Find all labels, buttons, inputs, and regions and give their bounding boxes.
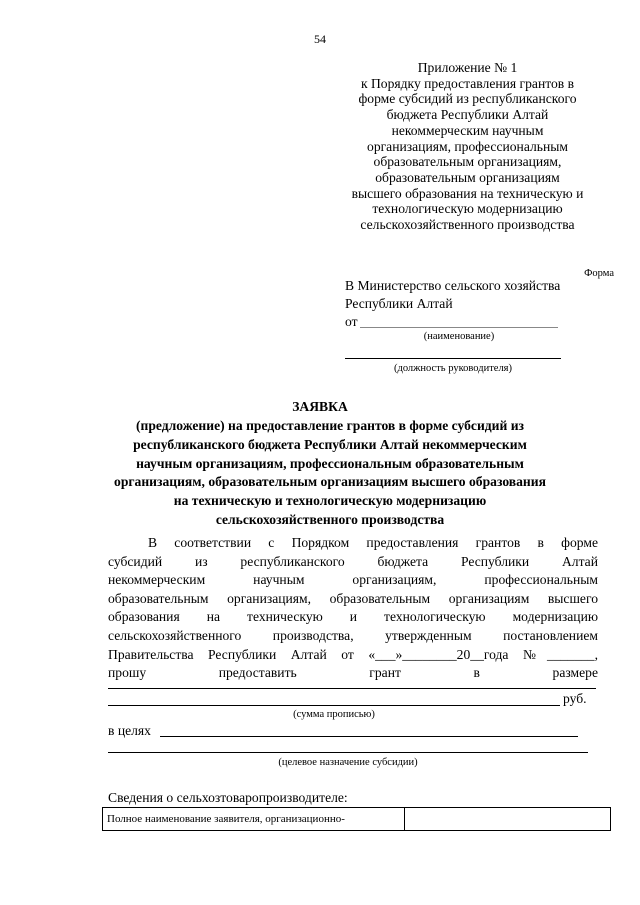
paragraph-line: некоммерческим научным организациям, профессиональным xyxy=(108,572,598,588)
appendix-line: сельскохозяйственного производства xyxy=(360,217,575,233)
appendix-line: образовательным организациям, xyxy=(373,154,562,170)
subtitle-line: сельскохозяйственного производства xyxy=(215,511,445,527)
subtitle-line: организациям, образовательным организациям высшего образования xyxy=(114,474,546,490)
appendix-line: технологическую модернизацию xyxy=(372,201,563,217)
document-subtitle xyxy=(80,417,580,530)
amount-field-line-1[interactable] xyxy=(108,688,596,689)
appendix-line: образовательным организациям xyxy=(375,169,560,185)
document-title: ЗАЯВКА xyxy=(292,399,348,414)
form-label: Форма xyxy=(584,268,614,279)
amount-caption: (сумма прописью) xyxy=(293,709,375,720)
subtitle-line: республиканского бюджета Республики Алтай некоммерческим xyxy=(133,436,527,452)
head-position-field[interactable] xyxy=(345,358,561,359)
appendix-line: организациям, профессиональным xyxy=(367,138,568,154)
appendix-line: бюджета Республики Алтай xyxy=(386,107,549,123)
name-caption: (наименование) xyxy=(423,331,495,342)
paragraph-line: субсидий из республиканского бюджета Республики Алтай xyxy=(108,553,598,569)
purpose-field-line-2[interactable] xyxy=(108,752,588,753)
appendix-block xyxy=(325,60,610,233)
subtitle-line: на техническую и технологическую модернизацию xyxy=(173,493,487,509)
appendix-line: форме субсидий из республиканского xyxy=(358,91,577,107)
row-label: Полное наименование заявителя, организационно- xyxy=(103,808,405,831)
appendix-line: высшего образования на техническую и xyxy=(351,185,584,201)
position-caption: (должность руководителя) xyxy=(393,363,513,374)
amount-field-line-2[interactable] xyxy=(108,705,560,706)
purpose-field-line-1[interactable] xyxy=(160,736,578,737)
addressee-line-1: В Министерство сельского хозяйства xyxy=(345,278,561,293)
purpose-label: в целях xyxy=(108,723,151,738)
paragraph-line: образовательным организациям, образовательным организациям высшего xyxy=(108,590,598,606)
row-value-cell[interactable] xyxy=(405,808,611,831)
subtitle-line: научным организациям, профессиональным образовательным xyxy=(136,455,524,471)
subtitle-line: (предложение) на предоставление грантов в форме субсидий из xyxy=(135,418,525,433)
paragraph-line: образования на техническую и технологическую модернизацию xyxy=(108,609,598,625)
table-row xyxy=(103,808,611,831)
paragraph-line: В соответствии с Порядком предоставления грантов в форме xyxy=(148,535,598,550)
currency-label: руб. xyxy=(563,691,587,706)
page-number: 54 xyxy=(314,32,326,46)
addressee-line-2: Республики Алтай xyxy=(345,296,453,311)
paragraph-line: Правительства Республики Алтай от «___»________20__года №_______, xyxy=(108,646,598,662)
paragraph-line: прошу предоставить грант в размере xyxy=(108,665,598,681)
paragraph-line: сельскохозяйственного производства, утвержденным постановлением xyxy=(108,627,598,643)
from-label: от xyxy=(345,314,358,329)
request-paragraph xyxy=(108,534,598,683)
appendix-heading: Приложение № 1 xyxy=(417,60,518,75)
appendix-line: некоммерческим научным xyxy=(391,122,544,138)
appendix-line: к Порядку предоставления грантов в xyxy=(360,75,575,91)
purpose-caption: (целевое назначение субсидии) xyxy=(278,757,418,768)
applicant-info-table xyxy=(102,807,611,831)
section-heading: Сведения о сельхозтоваропроизводителе: xyxy=(108,790,348,805)
applicant-name-field[interactable] xyxy=(360,327,558,328)
